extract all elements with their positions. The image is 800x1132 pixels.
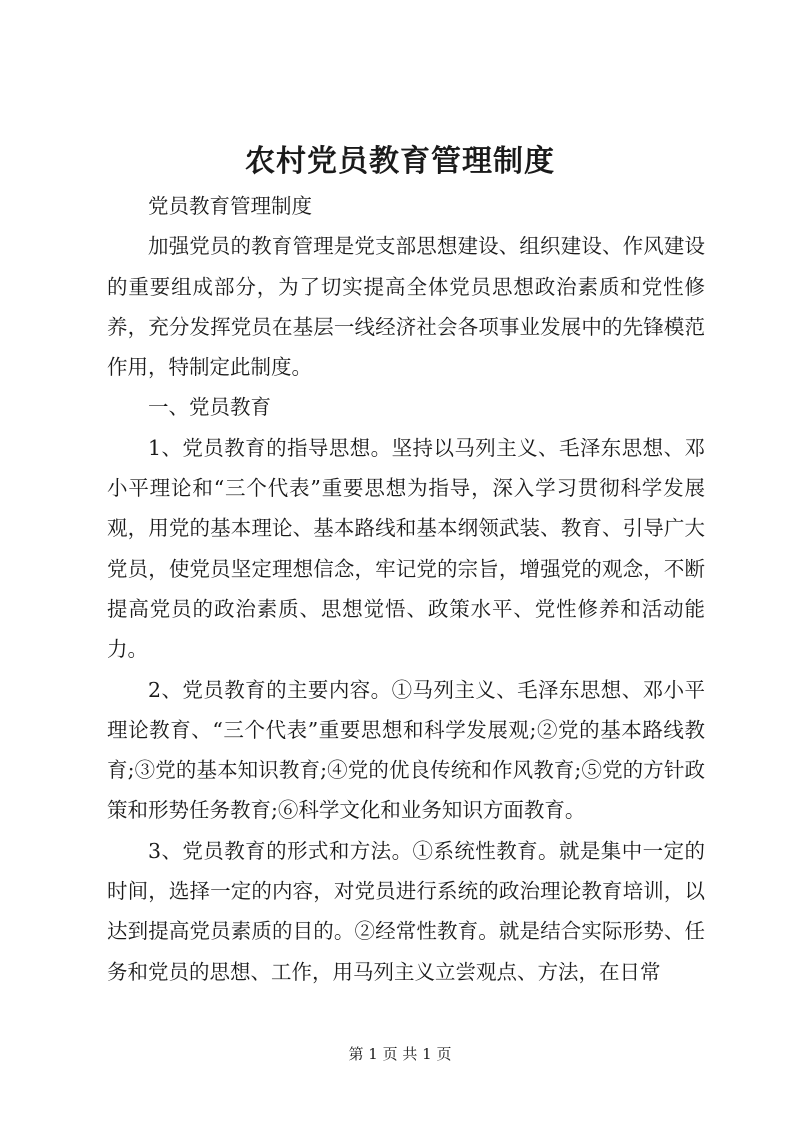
guiding-thought-paragraph: 1、党员教育的指导思想。坚持以马列主义、毛泽东思想、邓小平理论和“三个代表”重要思想为指导，深入学习贯彻科学发展观，用党的基本理论、基本路线和基本纲领武装、教育、引导广大党员，使党员坚定理想信念，牢记党的宗旨，增强党的观念，不断提高党员的政治素质、思想觉悟、政策水平、党性修养和活动能力。 [107,435,705,662]
intro-paragraph: 加强党员的教育管理是党支部思想建设、组织建设、作风建设的重要组成部分，为了切实提高全体党员思想政治素质和党性修养，充分发挥党员在基层一线经济社会各项事业发展中的先锋模范作用，特制定此制度。 [107,234,705,380]
forms-methods-paragraph: 3、党员教育的形式和方法。①系统性教育。就是集中一定的时间，选择一定的内容，对党员进行系统的政治理论教育培训，以达到提高党员素质的目的。②经常性教育。就是结合实际形势、任务和党员的思想、工作，用马列主义立尝观点、方法，在日常 [107,838,705,984]
section-heading: 一、党员教育 [148,395,271,420]
main-content-paragraph: 2、党员教育的主要内容。①马列主义、毛泽东思想、邓小平理论教育、“三个代表”重要思想和科学发展观;②党的基本路线教育;③党的基本知识教育;④党的优良传统和作风教育;⑤党的方针政策和形势任务教育;⑥科学文化和业务知识方面教育。 [107,677,705,823]
page-footer: 第 1 页 共 1 页 [348,1045,452,1063]
subtitle-paragraph: 党员教育管理制度 [148,194,312,218]
document-body [107,186,705,992]
document-title: 农村党员教育管理制度 [245,144,555,179]
